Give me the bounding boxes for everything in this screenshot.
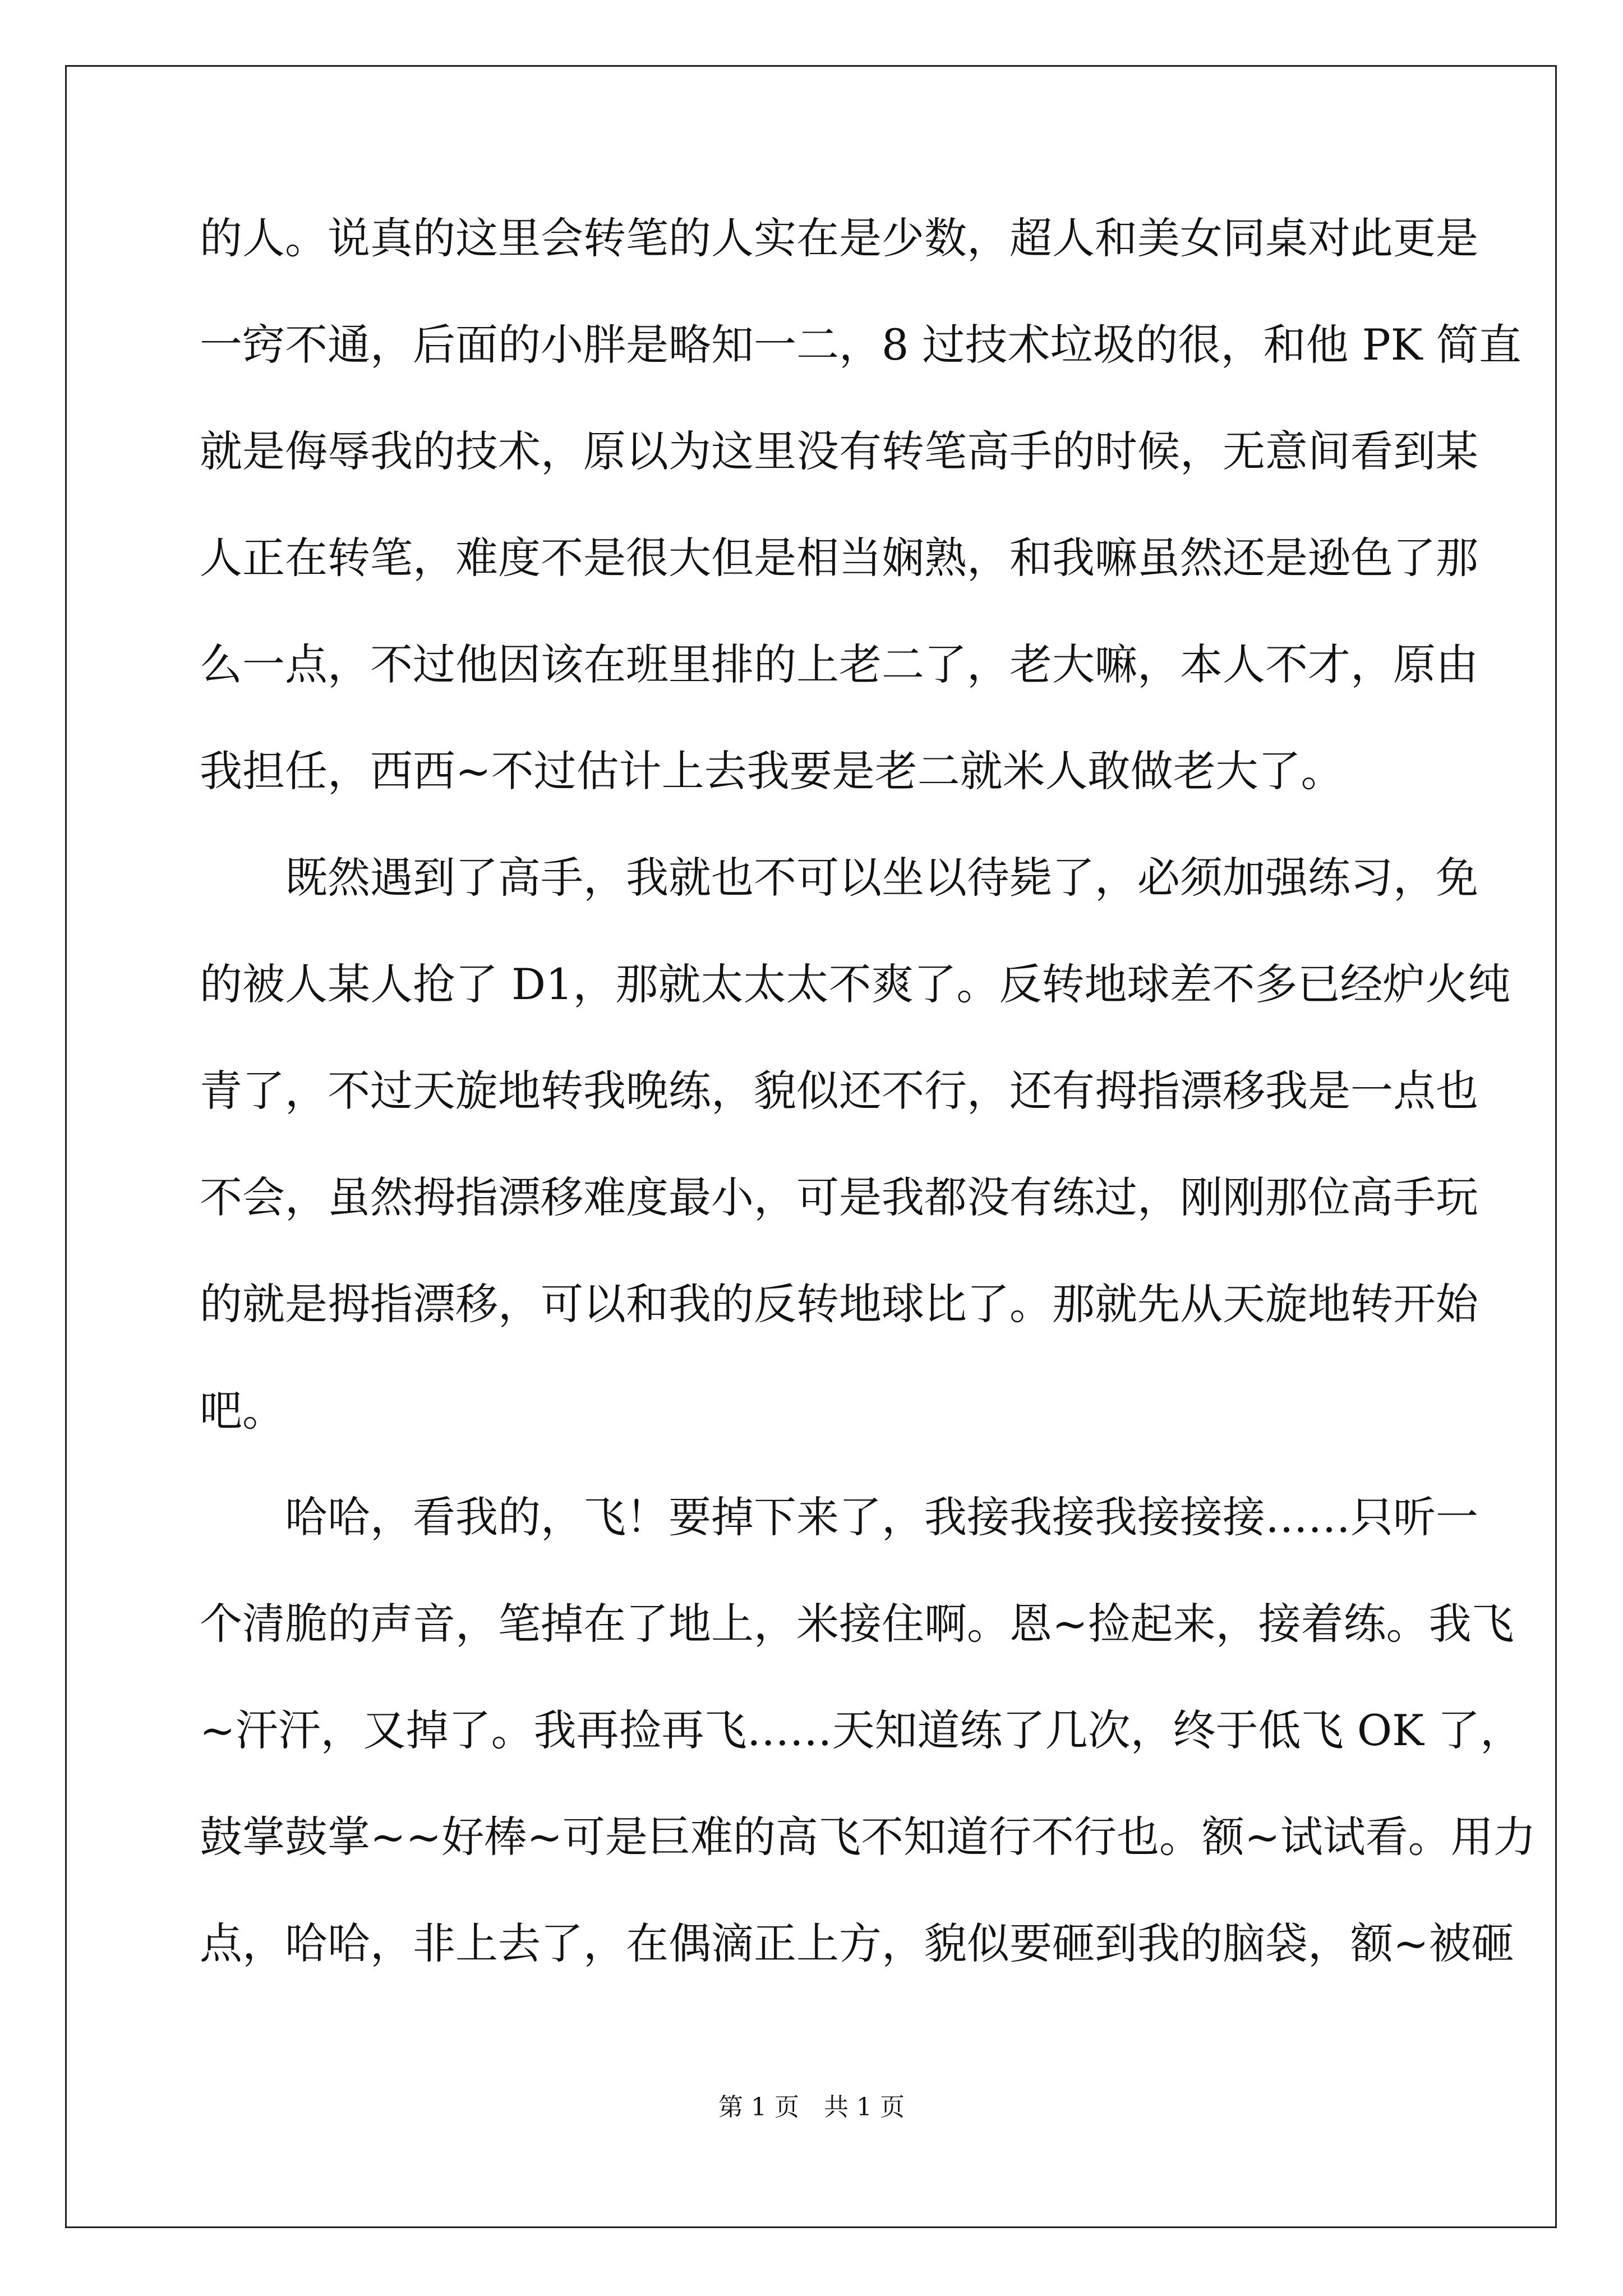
text-line: 我担任，西西~不过估计上去我要是老二就米人敢做老大了。 <box>200 746 1344 796</box>
text-line: 一窍不通，后面的小胖是略知一二，8 过技术垃圾的很，和他 PK 简直 <box>200 320 1521 370</box>
text-line: 人正在转笔，难度不是很大但是相当娴熟，和我嘛虽然还是逊色了那 <box>200 533 1478 583</box>
document-body <box>200 185 1536 1997</box>
text-line: 哈哈，看我的，飞！要掉下来了，我接我接我接接接……只听一 <box>200 1492 1478 1542</box>
text-line: 既然遇到了高手，我就也不可以坐以待毙了，必须加强练习，免 <box>200 853 1478 903</box>
text-line: 的被人某人抢了 D1，那就太太太不爽了。反转地球差不多已经炉火纯 <box>200 959 1511 1009</box>
text-line: 的就是拇指漂移，可以和我的反转地球比了。那就先从天旋地转开始 <box>200 1279 1478 1329</box>
text-line: 吧。 <box>200 1386 285 1435</box>
text-line: 的人。说真的这里会转笔的人实在是少数，超人和美女同桌对此更是 <box>200 213 1478 263</box>
text-line: 青了，不过天旋地转我晚练，貌似还不行，还有拇指漂移我是一点也 <box>200 1066 1478 1116</box>
text-line: 么一点，不过他因该在班里排的上老二了，老大嘛，本人不才，原由 <box>200 639 1478 689</box>
text-line: 点，哈哈，非上去了，在偶滴正上方，貌似要砸到我的脑袋，额~被砸 <box>200 1918 1514 1968</box>
text-line: 就是侮辱我的技术，原以为这里没有转笔高手的时候，无意间看到某 <box>200 426 1478 476</box>
page-number-footer: 第 1 页 共 1 页 <box>718 2093 905 2122</box>
text-line: 鼓掌鼓掌~~好棒~可是巨难的高飞不知道行不行也。额~试试看。用力 <box>200 1812 1536 1862</box>
text-line: 个清脆的声音，笔掉在了地上，米接住啊。恩~捡起来，接着练。我飞 <box>200 1599 1514 1649</box>
text-line: 不会，虽然拇指漂移难度最小，可是我都没有练过，刚刚那位高手玩 <box>200 1172 1478 1222</box>
text-line: ~汗汗，又掉了。我再捡再飞……天知道练了几次，终于低飞 OK 了， <box>200 1705 1523 1755</box>
